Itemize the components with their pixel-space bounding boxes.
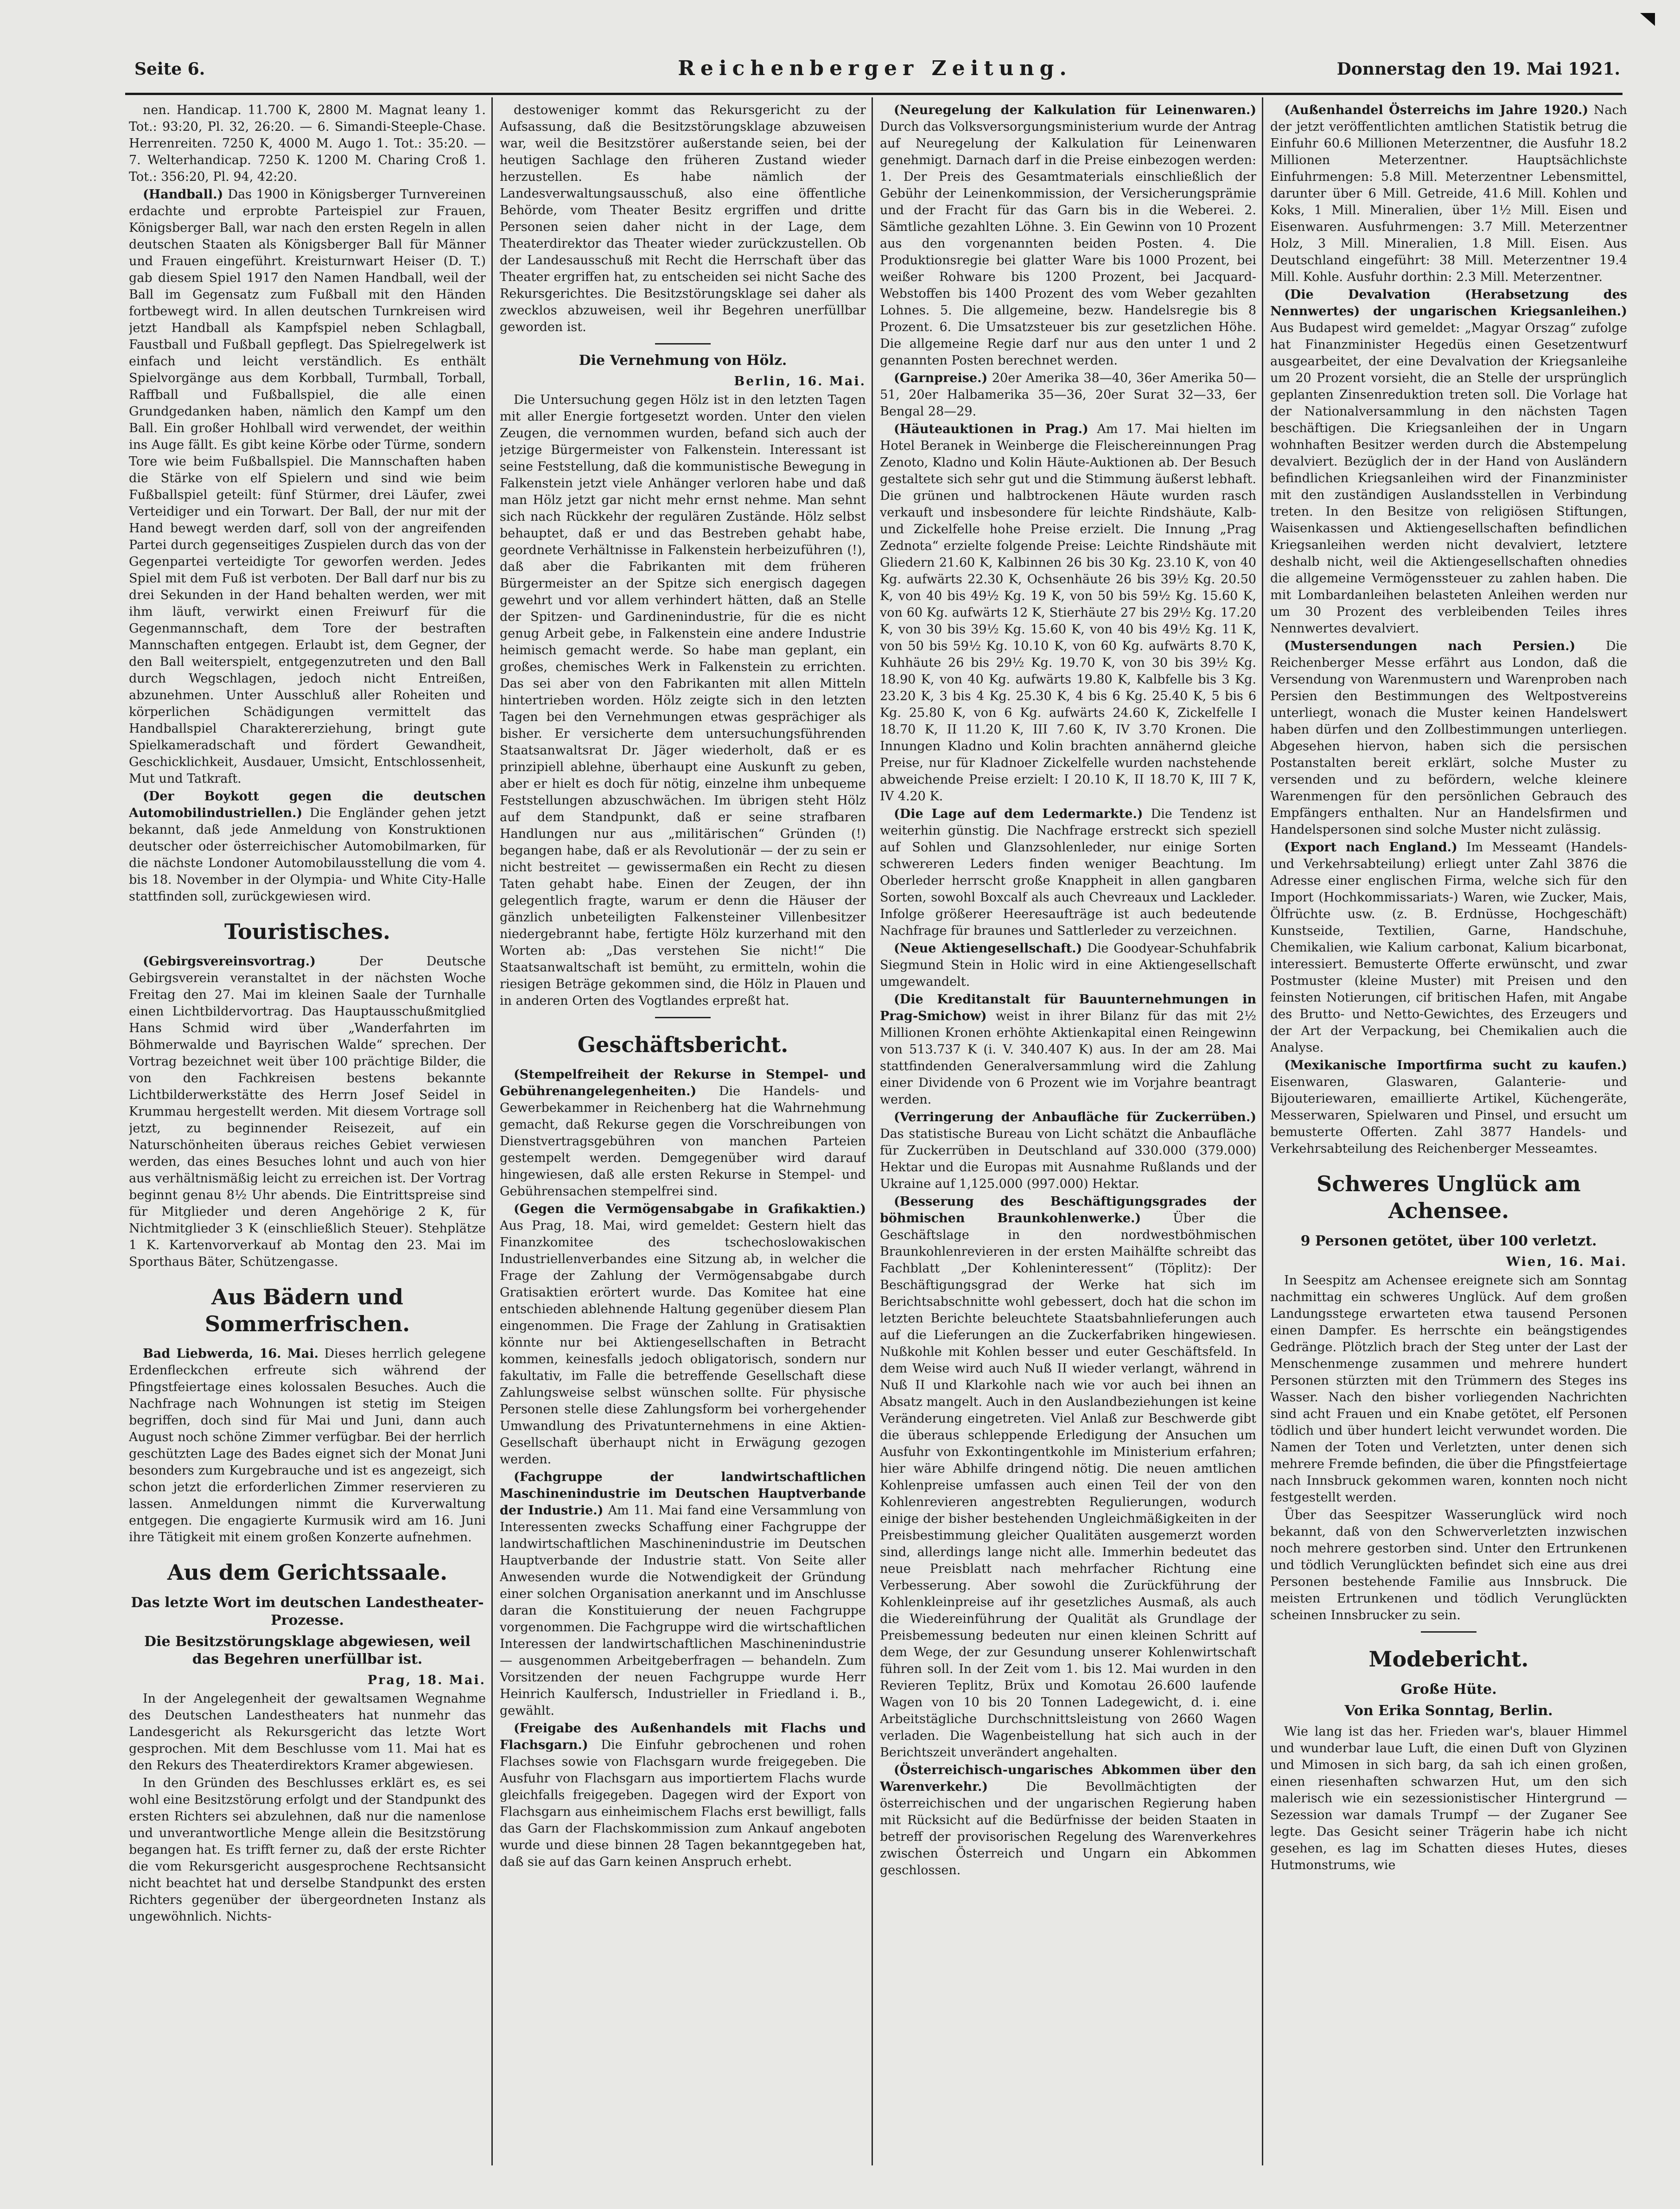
article-subheading: Die Besitzstörungsklage abgewiesen, weil das Begehren unerfüllbar ist. bbox=[144, 1634, 471, 1667]
article-dateline: Prag, 18. Mai. bbox=[367, 1673, 486, 1687]
article-text: Das 1900 in Königsberger Turnvereinen erdachte und erprobte Parteispiel zur Frauen, Königsberger Ball, war nach den ersten Regeln in allen deutschen Staaten als Königsberger Ball für Männer und Frauen eingeführt. Kreisturnwart Heiser (D. T.) gab diesem Spiel 1917 den Namen Handball, weil der Ball im Gegensatz zum Fußball mit den Händen fortbewegt wird. In allen deutschen Turnkreisen wird jetzt Handball als Kampfspiel neben Schlagball, Faustball und Fußball gepflegt. Das Spielregelwerk ist einfach und leicht verständlich. Es enthält Spielvorgänge aus dem Korbball, Turmball, Torball, Raffball und Fußballspiel, die alle einen Grundgedanken haben, nämlich den Kampf um den Ball. Ein großer Hohlball wird verwendet, der weithin ins Auge fällt. Es gibt keine Körbe oder Türme, sondern Tore wie beim Fußballspiel. Die Mannschaften haben die Stärke von elf Spielern und sind wie beim Fußballspiel geteilt: fünf Stürmer, drei Läufer, zwei Verteidiger und ein Torwart. Der Ball, der nur mit der Hand bewegt werden darf, soll von der angreifenden Partei durch gegenseitiges Zuspielen durch das von der Gegenpartei verteidigte Tor geworfen werden. Jedes Spiel mit dem Fuß ist verboten. Der Ball darf nur bis zu drei Sekunden in der Hand behalten werden, wer mit ihm läuft, verwirkt einen Freiwurf für die Gegenmannschaft, dem Tore der bestraften Mannschaften entgegen. Erlaubt ist, dem Gegner, der den Ball weiterspielt, entgegenzutreten und den Ball durch Wegschlagen, jedoch nicht Entreißen, abzunehmen. Unter Ausschluß aller Roheiten und körperlichen Schädigungen vermittelt das Handballspiel Charaktererziehung, bringt gute Spielkameradschaft und fördert Gewandheit, Geschicklichkeit, Ausdauer, Umsicht, Entschlossenheit, Mut und Tatkraft. bbox=[129, 187, 486, 786]
article-paragraph bbox=[500, 1201, 866, 1468]
column-1 bbox=[129, 102, 486, 2161]
article-lead: (Die Devalvation (Herabsetzung des Nennwertes) der ungarischen Kriegsanleihen.) bbox=[1270, 287, 1627, 319]
section-separator bbox=[655, 343, 711, 345]
article-text: Eisenwaren, Glaswaren, Galanterie- und Bijouteriewaren, emaillierte Artikel, Küchengeräte, Messerwaren, Spielwaren und Pinsel, und ersucht um bemusterte Offerten. Zahl 3877 Handels- und Verkehrsabteilung des Reichenberger Messeamtes. bbox=[1270, 1075, 1627, 1156]
article-subheading: 9 Personen getötet, über 100 verletzt. bbox=[1300, 1233, 1597, 1249]
article-paragraph bbox=[1270, 638, 1627, 838]
article-text: In Seespitz am Achensee ereignete sich am Sonntag nachmittag ein schweres Unglück. Auf dem großen Landungsstege erwarteten etwa tausend Personen einen Dampfer. Es herrschte ein beängstigendes Gedränge. Plötzlich brach der Steg unter der Last der Menschenmenge zusammen und mehrere hundert Personen stürzten mit den Trümmern des Steges ins Wasser. Nach den bisher vorliegenden Nachrichten sind acht Frauen und ein Knabe getötet, elf Personen tödlich und über hundert leicht verwundet worden. Die Namen der Toten und Verletzten, unter denen sich mehrere Fremde befinden, die über die Pfingstfeiertage nach Innsbruck gekommen waren, konnten noch nicht festgestellt werden. bbox=[1270, 1273, 1627, 1505]
article-paragraph bbox=[880, 1762, 1256, 1879]
article-text: Über das Seespitzer Wasserunglück wird noch bekannt, daß von den Schwerverletzten inzwischen noch mehrere gestorben sind. Unter den Ertrunkenen und tödlich Verunglückten befindet sich eine aus drei Personen bestehende Familie aus Innsbruck. Die meisten Ertrunkenen und tödlich Verunglückten scheinen Innsbrucker zu sein. bbox=[1270, 1508, 1627, 1622]
article-lead: (Freigabe des Außenhandels mit Flachs und Flachsgarn.) bbox=[500, 1721, 866, 1752]
article-paragraph bbox=[1270, 287, 1627, 637]
article-paragraph bbox=[129, 1775, 486, 1925]
article-subheading: Das letzte Wort im deutschen Landestheater-Prozesse. bbox=[131, 1595, 484, 1628]
article-paragraph bbox=[1270, 1057, 1627, 1157]
article-lead: (Neuregelung der Kalkulation für Leinenwaren.) bbox=[894, 103, 1256, 117]
article-lead: (Mustersendungen nach Persien.) bbox=[1284, 639, 1576, 653]
article-text: Die Einfuhr gebrochenen und rohen Flachses sowie von Flachsgarn wurde freigegeben. Die Ausfuhr von Flachsgarn aus importiertem Flachs wurde gleichfalls freigegeben. Dagegen wird der Export von Flachsgarn aus einheimischem Flachs erst bewilligt, falls das Garn der Flachskommission zum Ankauf angeboten wurde und diese binnen 28 Tagen bekanntgegeben hat, daß sie auf das Garn keinen Anspruch erhebt. bbox=[500, 1738, 866, 1869]
article-lead: (Mexikanische Importfirma sucht zu kaufen.) bbox=[1284, 1058, 1627, 1073]
article-paragraph bbox=[500, 1469, 866, 1719]
article-text: Am 11. Mai fand eine Versammlung von Interessenten zwecks Schaffung einer Fachgruppe der landwirtschaftlichen Maschinenindustrie im Deutschen Hauptverbande der Industrie statt. Von Seite aller Anwesenden wurde die Notwendigkeit der Gründung einer solchen Organisation anerkannt und im Anschlusse daran die Konstituierung der neuen Fachgruppe vorgenommen. Die Fachgruppe wird die wirtschaftlichen Interessen der landwirtschaftlichen Maschinenindustrie — ausgenommen Arbeitgeberfragen — behandeln. Zum Vorsitzenden der neuen Fachgruppe wurde Herr Heinrich Kaulfersch, Industrieller in Friedland i. B., gewählt. bbox=[500, 1503, 866, 1718]
article-text: Dieses herrlich gelegene Erdenfleckchen erfreute sich während der Pfingstfeiertage eines kolossalen Besuches. Auch die Nachfrage nach Wohnungen ist stetig im Steigen begriffen, doch sind für Mai und Juni, dann auch August noch schöne Zimmer verfügbar. Bei der herrlich geschützten Lage des Bades eignet sich der Monat Juni besonders zum Kurgebrauche und ist es angezeigt, sich schon jetzt die erforderlichen Zimmer reservieren zu lassen. Anmeldungen nimmt die Kurverwaltung entgegen. Die engagierte Kurmusik wird am 16. Juni ihre Tätigkeit mit einem großen Konzerte aufnehmen. bbox=[129, 1347, 486, 1545]
article-lead: (Österreichisch-ungarisches Abkommen über den Warenverkehr.) bbox=[880, 1763, 1256, 1794]
article-paragraph bbox=[880, 1194, 1256, 1761]
article-text: Die Engländer gehen jetzt bekannt, daß jede Anmeldung von Konstruktionen deutscher oder österreichischer Automobilmarken, für die nächste Londoner Automobilausstellung die vom 4. bis 18. November in der Olympia- und White City-Halle stattfinden soll, zurückgewiesen wird. bbox=[129, 806, 486, 904]
article-text: Im Messeamt (Handels- und Verkehrsabteilung) erliegt unter Zahl 3876 die Adresse einer englischen Firma, welche sich für den Import (Hochkommissariats-) Waren, wie Zucker, Mais, Ölfrüchte usw. (z. B. Erdnüsse, Hochgeschäft) Kunstseide, Textilien, Garne, Handschuhe, Chemikalien, wie Kalium carbonat, Kalium bicarbonat, interessiert. Bemusterte Offerte erwünscht, und zwar Postmuster (kleine Muster) mit Preisen und den feinsten Notierungen, cif britischen Hafen, mit Angabe des Brutto- und Netto-Gewichtes, des Erzeugers und der Art der Verpackung, bei Chemikalien auch die Analyse. bbox=[1270, 840, 1627, 1055]
article-paragraph bbox=[880, 940, 1256, 990]
article-lead: (Verringerung der Anbaufläche für Zuckerrüben.) bbox=[894, 1110, 1256, 1124]
column-3 bbox=[880, 102, 1256, 2161]
section-title: Aus dem Gerichtssaale. bbox=[167, 1560, 448, 1585]
column-divider bbox=[491, 97, 493, 2165]
article-lead: (Der Boykott gegen die deutschen Automobilindustriellen.) bbox=[129, 789, 486, 820]
article-text: Aus Budapest wird gemeldet: „Magyar Orszag“ zufolge hat Finanzminister Hegedüs einen Gesetzentwurf ausgearbeitet, der eine Devalvation der Kriegsanleihe um 20 Prozent vorsieht, die an Stelle der ursprünglich geplanten Zinsenreduktion treten soll. Die Vorlage hat der Nationalversammlung in den nächsten Tagen beschäftigen. Die Kriegsanleihen der in Ungarn wohnhaften Besitzer werden durch die Abstempelung devalviert. Bezüglich der in der Hand von Ausländern befindlichen Kriegsanleihen wird der Finanzminister mit den zuständigen Auslandsstellen in Verbindung treten. In den Besitze von religiösen Stiftungen, Waisenkassen und Aktiengesellschaften befindlichen Kriegsanleihen werden nicht devalviert, letztere deshalb nicht, weil die Aktiengesellschaften ohnedies die allgemeine Vermögenssteuer zu zahlen haben. Die mit Lombardanleihen belasteten Anleihen werden nur um 30 Prozent des verbleibenden Teiles ihres Nennwertes devalviert. bbox=[1270, 321, 1627, 636]
article-lead: (Export nach England.) bbox=[1284, 840, 1457, 855]
article-lead: (Handball.) bbox=[143, 187, 223, 202]
article-text: destoweniger kommt das Rekursgericht zu der Aufsassung, daß die Besitzstörungsklage abzuweisen war, weil die Besitzstörer außerstande seien, bei der heutigen Sachlage den früheren Zustand wieder herzustellen. Es habe nämlich der Landesverwaltungsausschuß, also eine öffentliche Behörde, vom Theater Besitz ergriffen und dritte Personen seien daher nicht in der Lage, dem Theaterdirektor das Theater wieder zurückzustellen. Ob der Landesausschuß mit Recht die Herrschaft über das Theater ergriffen hat, zu entscheiden sei nicht Sache des Rekursgerichtes. Die Besitzstörungsklage sei daher als zwecklos abzuweisen, weil ihr Begehren unerfüllbar geworden ist. bbox=[500, 103, 866, 334]
article-lead: (Außenhandel Österreichs im Jahre 1920.) bbox=[1284, 103, 1589, 117]
article-text: nen. Handicap. 11.700 K, 2800 M. Magnat leany 1. Tot.: 93:20, Pl. 32, 26:20. — 6. Simandi-Steeple-Chase. Herrenreiten. 7250 K, 4000 M. Augo 1. Tot.: 35:20. — 7. Welterhandicap. 7250 K. 1200 M. Charing Croß 1. Tot.: 356:20, Pl. 94, 42:20. bbox=[129, 103, 486, 184]
article-paragraph bbox=[129, 186, 486, 787]
article-text: Die Reichenberger Messe erfährt aus London, daß die Versendung von Warenmustern und Warenproben nach Persien den Bestimmungen des Weltpostvereins unterliegt, wonach die Muster keinen Handelswert haben dürfen und den Zollbestimmungen unterliegen. Abgesehen hiervon, haben sich die persischen Postanstalten bereit erklärt, solche Muster zu versenden und zu befördern, welche kleinere Warenmengen für den persönlichen Gebrauch des Empfängers enthalten. Nur an Handelsfirmen und Handelspersonen sind solche Muster nicht zulässig. bbox=[1270, 639, 1627, 837]
header-rule bbox=[125, 93, 1623, 95]
article-paragraph bbox=[1270, 1272, 1627, 1506]
article-text: Die Goodyear-Schuhfabrik Siegmund Stein in Holic wird in eine Aktiengesellschaft umgewandelt. bbox=[880, 941, 1256, 989]
article-paragraph bbox=[1270, 839, 1627, 1056]
section-separator bbox=[655, 1017, 711, 1018]
article-lead: (Die Lage auf dem Ledermarkte.) bbox=[894, 807, 1143, 821]
section-title: Geschäftsbericht. bbox=[577, 1032, 789, 1057]
column-divider bbox=[872, 97, 873, 2165]
article-text: Das statistische Bureau von Licht schätzt die Anbaufläche für Zuckerrüben in Deutschland auf 330.000 (379.000) Hektar und die Europas mit Ausnahme Rußlands und der Ukraine auf 1,125.000 (997.000) Hektar. bbox=[880, 1127, 1256, 1191]
article-subheading: Von Erika Sonntag, Berlin. bbox=[1344, 1703, 1553, 1719]
article-text: In der Angelegenheit der gewaltsamen Wegnahme des Deutschen Landestheaters hat nunmehr das Landesgericht als Rekursgericht das letzte Wort gesprochen. Mit dem Beschlusse vom 11. Mai hat es den Rekurs des Theaterdirektors Kramer abgewiesen. bbox=[129, 1692, 486, 1773]
section-title: Schweres Unglück am Achensee. bbox=[1317, 1171, 1581, 1223]
article-text: Die Untersuchung gegen Hölz ist in den letzten Tagen mit aller Energie fortgesetzt worden. Unter den vielen Zeugen, die vernommen wurden, befand sich auch der jetzige Bürgermeister von Falkenstein. Interessant ist seine Feststellung, daß die kommunistische Bewegung in Falkenstein jetzt viele Anhänger verloren habe und daß man Hölz jetzt gar nicht mehr ernst nehme. Man sehnt sich nach Rückkehr der regulären Zustände. Hölz selbst behauptet, daß er und das Bestreben gehabt habe, geordnete Verhältnisse in Falkenstein herbeizuführen (!), daß aber die Fabrikanten mit dem früheren Bürgermeister an der Spitze sich energisch dagegen gewehrt und vor allem verhindert hätten, daß an Stelle der Spitzen- und Gardinenindustrie, für die es nicht genug Arbeit gebe, in Falkenstein eine andere Industrie heimisch gemacht werde. So habe man geplant, ein großes, chemisches Werk in Falkenstein zu errichten. Das sei aber von den Fabrikanten mit allen Mitteln hintertrieben worden. Hölz zeigte sich in den letzten Tagen bei den Vernehmungen etwas gesprächiger als bisher. Er versicherte dem untersuchungsführenden Staatsanwaltsrat Dr. Jäger wiederholt, daß er es prinzipiell ablehne, überhaupt eine Auskunft zu geben, aber er hielt es doch für nötig, einzelne ihm unbequeme Feststellungen abzuschwächen. Im übrigen steht Hölz auf dem Standpunkt, daß er seine strafbaren Handlungen nur aus „militärischen“ Gründen (!) begangen habe, daß er als Revolutionär — der zu sein er nicht bestreitet — gewissermaßen ein Recht zu diesen Taten gehabt habe. Einen der Zeugen, der ihn gelegentlich fragte, warum er denn die Häuser der gänzlich unbeteiligten Falkensteiner Villenbesitzer niedergebrannt habe, fertigte Hölz kurzerhand mit den Worten ab: „Das verstehen Sie nicht!“ Die Staatsanwaltschaft ist bemüht, zu ermitteln, wohin die riesigen Beträge gekommen sind, die Hölz in Plauen und in anderen Orten des Vogtlandes erpreßt hat. bbox=[500, 393, 866, 1008]
article-paragraph bbox=[1270, 1724, 1627, 1874]
article-paragraph bbox=[500, 1066, 866, 1200]
article-text: Die Bevollmächtigten der österreichischen und der ungarischen Regierung haben mit Rücksicht auf die Bedürfnisse der beiden Staaten in betreff der provisorischen Regelung des Warenverkehres zwischen Österreich und Ungarn ein Abkommen geschlossen. bbox=[880, 1780, 1256, 1877]
page-number: Seite 6. bbox=[134, 59, 205, 79]
article-lead: (Garnpreise.) bbox=[894, 371, 988, 385]
corner-mark-icon bbox=[1638, 11, 1657, 28]
section-title: Modebericht. bbox=[1368, 1647, 1529, 1672]
article-paragraph bbox=[500, 392, 866, 1009]
article-lead: (Häuteauktionen in Prag.) bbox=[894, 422, 1088, 436]
article-text: Der Deutsche Gebirgsverein veranstaltet in der nächsten Woche Freitag den 27. Mai im kleinen Saale der Turnhalle einen Lichtbildervortrag. Das Hauptausschußmitglied Hans Schmid wird über „Wanderfahrten im Böhmerwalde und Bayrischen Walde“ sprechen. Der Vortrag bezeichnet weit über 100 prächtige Bilder, die von den Fachkreisen bestens bekannte Lichtbilderwerkstätte des Herrn Josef Seidel in Krummau hergestellt werden. Mit diesem Vortrage soll jetzt, zu beginnender Reisezeit, auf ein Naturschönheiten überaus reiches Gebiet verwiesen werden, das eines Besuches lohnt und auch von hier aus verhältnismäßig leicht zu erreichen ist. Der Vortrag beginnt genau 8½ Uhr abends. Die Eintrittspreise sind für Mitglieder und deren Angehörige 2 K, für Nichtmitglieder 3 K (einschließlich Steuer). Stehplätze 1 K. Kartenvorverkauf ab Montag den 23. Mai im Sporthaus Bäter, Schützengasse. bbox=[129, 954, 486, 1269]
article-paragraph bbox=[500, 1720, 866, 1871]
article-text: Aus Prag, 18. Mai, wird gemeldet: Gestern hielt das Finanzkomitee des tschechoslowakischen Industriellenverbandes eine Sitzung ab, in welcher die Frage der Zahlung der Vermögensabgabe durch Gratisaktien erörtert wurde. Das Komitee hat eine entschieden ablehnende Haltung gegenüber diesem Plan eingenommen. Die Frage der Zahlung in Gratisaktien könnte nur bei Aktiengesellschaften in Betracht kommen, keinesfalls jedoch obligatorisch, sondern nur fakultativ, im Falle die betreffende Gesellschaft diese Zahlungsweise selbst wünschen sollte. Für physische Personen stelle diese Zahlungsform bei vorhergehender Umwandlung des Privatunternehmens in eine Aktien-Gesellschaft überhaupt nicht in Erwägung gezogen werden. bbox=[500, 1219, 866, 1467]
section-separator bbox=[1421, 1631, 1476, 1633]
article-dateline: Wien, 16. Mai. bbox=[1506, 1255, 1627, 1269]
article-paragraph bbox=[880, 370, 1256, 420]
article-lead: (Die Kreditanstalt für Bauunternehmungen in Prag-Smichow) bbox=[880, 992, 1256, 1023]
article-subheading: Die Vernehmung von Hölz. bbox=[579, 352, 787, 369]
article-lead: Bad Liebwerda, 16. Mai. bbox=[143, 1347, 318, 1361]
newspaper-title: Reichenberger Zeitung. bbox=[678, 57, 1072, 80]
section-title: Aus Bädern und Sommerfrischen. bbox=[204, 1284, 410, 1336]
issue-date: Donnerstag den 19. Mai 1921. bbox=[1336, 59, 1620, 79]
page-header bbox=[130, 46, 1620, 83]
column-4 bbox=[1270, 102, 1627, 2161]
article-subheading: Große Hüte. bbox=[1400, 1681, 1497, 1698]
article-lead: (Gegen die Vermögensabgabe in Grafikaktien.) bbox=[514, 1202, 866, 1216]
article-paragraph bbox=[129, 1691, 486, 1774]
article-lead: (Neue Aktiengesellschaft.) bbox=[894, 941, 1082, 956]
article-paragraph bbox=[129, 788, 486, 905]
article-text: 20er Amerika 38—40, 36er Amerika 50—51, 20er Halbamerika 35—36, 20er Surat 32—33, 6er Bengal 28—29. bbox=[880, 371, 1256, 419]
article-text: Die Tendenz ist weiterhin günstig. Die Nachfrage erstreckt sich speziell auf Sohlen und Glanzsohlenleder, nur einige Sorten schwereren Leders finden weniger Beachtung. Im Oberleder herrscht große Knappheit in allen gangbaren Sorten, sowohl Boxcalf als auch Chevreaux und Lackleder. Infolge größerer Heeresaufträge ist auch bedeutende Nachfrage für braunes und Sattlerleder zu verzeichnen. bbox=[880, 807, 1256, 938]
article-paragraph bbox=[129, 102, 486, 185]
article-lead: (Gebirgsvereinsvortrag.) bbox=[143, 954, 316, 969]
article-paragraph bbox=[129, 1346, 486, 1546]
article-paragraph bbox=[500, 102, 866, 336]
article-text: weist in ihrer Bilanz für das mit 2½ Millionen Kronen erhöhte Aktienkapital einen Reingewinn von 513.737 K (i. V. 340.407 K) aus. In der am 28. Mai stattfindenden Generalversammlung wird die Zahlung einer Dividende von 6 Prozent wie im Vorjahre beantragt werden. bbox=[880, 1009, 1256, 1107]
article-text: Über die Geschäftslage in den nordwestböhmischen Braunkohlenrevieren in der ersten Maihälfte schreibt das Fachblatt „Der Kohleninteressent“ (Töplitz): Der Beschäftigungsgrad der Werke hat sich im Berichtsabschnitte wohl gebessert, doch hat die schon im letzten Berichte beleuchtete Staatsbahnlieferungen auch auf die Lieferungen an die Zuckerfabriken hingewiesen. Nußkohle mit Kohlen besser und euter Geschäftsfeld. In dem Weise wird auch Nuß II wieder verlangt, während in Nuß II und Klarkohle nach wie vor auch bei ihnen an Absatz mangelt. Auch in den Auslandbeziehungen ist keine Veränderung eingetreten. Viel Anlaß zur Beschwerde gibt die überaus schleppende Erledigung der Ansuchen um Ausfuhr von Exkontingentkohle im Ministerium erfahren; hier wäre Abhilfe dringend nötig. Die neuen amtlichen Kohlenpreise umfassen auch einen Teil der von den Kohlenrevieren angestrebten Regulierungen, wodurch einige der bisher bestehenden Ungleichmäßigkeiten in der Preisbestimmung gleicher Qualitäten ausgemerzt worden sind, allerdings lange nicht alle. Immerhin bedeutet das neue Preisblatt nach mehrfacher Richtung eine Verbesserung. Aber sowohl die Zurückführung der Kohlenkleinpreise auf ihr gesetzliches Ausmaß, als auch die Wiedereinführung der Qualität als Grundlage der Preisbemessung bedeuten nur einen kleinen Schritt auf dem Wege, der zur Gesundung unserer Kohlenwirtschaft führen soll. In der Zeit vom 1. bis 12. Mai wurden in den Revieren Teplitz, Brüx und Komotau 26.600 laufende Wagen von 10 bis 20 Tonnen Ladegewicht, d. i. eine Arbeitstägliche Durchschnittsleistung von 2660 Wagen verladen. Die Wagenbeistellung hat sich auch in der Berichtszeit unverändert angehalten. bbox=[880, 1211, 1256, 1760]
article-text: Die Handels- und Gewerbekammer in Reichenberg hat die Wahrnehmung gemacht, daß Rekurse gegen die Vorschreibungen von Dienstvertragsgebühren von manchen Parteien gestempelt werden. Demgegenüber wird darauf hingewiesen, daß alle ersten Rekurse in Stempel- und Gebührensachen stempelfrei sind. bbox=[500, 1084, 866, 1199]
article-lead: (Fachgruppe der landwirtschaftlichen Maschinenindustrie im Deutschen Hauptverbande der Industrie.) bbox=[500, 1470, 866, 1518]
article-text: Durch das Volksversorgungsministerium wurde der Antrag auf Neuregelung der Kalkulation für Leinenwaren genehmigt. Darnach darf in die Preise einbezogen werden: 1. Der Preis des Gesamtmaterials einschließlich der Gebühr der Leinenkommission, der Versicherungsprämie und der Fracht für das Garn bis in die Weberei. 2. Sämtliche gezahlten Löhne. 3. Ein Gewinn von 10 Prozent aus den vorgenannten beiden Posten. 4. Die Produktionsregie bei glatter Ware bis 1000 Prozent, bei weißer Rohware bis 1200 Prozent, bei Jacquard-Webstoffen bis 1400 Prozent des vom Weber gezahlten Lohnes. 5. Die allgemeine, bezw. Handelsregie bis 8 Prozent. 6. Die Umsatzsteuer bis zur gesetzlichen Höhe. Die allgemeine Regie darf nur aus den unter 1 und 2 genannten Posten berechnet werden. bbox=[880, 120, 1256, 368]
article-lead: (Stempelfreiheit der Rekurse in Stempel- und Gebührenangelegenheiten.) bbox=[500, 1067, 866, 1098]
article-paragraph bbox=[880, 806, 1256, 939]
article-paragraph bbox=[1270, 102, 1627, 286]
article-text: Wie lang ist das her. Frieden war's, blauer Himmel und wunderbar laue Luft, die einen Duft von Glyzinen und Mimosen in sich barg, da sah ich einen großen, einen riesenhaften schwarzen Hut, um den sich malerisch wie ein sezessionistischer Hintergrund — Sezession war damals Trumpf — der Zuganer See legte. Das Gesicht seiner Trägerin habe ich nicht gesehen, es lag im Schatten dieses Hutes, dieses Hutmonstrums, wie bbox=[1270, 1724, 1627, 1872]
article-paragraph bbox=[880, 421, 1256, 805]
article-paragraph bbox=[880, 1109, 1256, 1193]
article-paragraph bbox=[880, 102, 1256, 369]
column-2 bbox=[500, 102, 866, 2161]
article-text: In den Gründen des Beschlusses erklärt es, es sei wohl eine Besitzstörung erfolgt und der Standpunkt des ersten Richters sei abzulehnen, daß nur die namenlose und unverantwortliche Menge allein die Besitzstörung begangen hat. Es trifft ferner zu, daß der erste Richter die vom Rekursgericht ausgesprochene Rechtsansicht nicht beachtet hat und derselbe Standpunkt des ersten Richters gegenüber der übergeordneten Instanz als ungewöhnlich. Nichts- bbox=[129, 1776, 486, 1924]
article-paragraph bbox=[1270, 1507, 1627, 1624]
article-text: Nach der jetzt veröffentlichten amtlichen Statistik betrug die Einfuhr 60.6 Millionen Meterzentner, die Ausfuhr 18.2 Millionen Meterzentner. Hauptsächlichste Einfuhrmengen: 5.8 Mill. Meterzentner Lebensmittel, darunter über 6 Mill. Getreide, 41.6 Mill. Kohlen und Koks, 1 Mill. Mineralien, über 1½ Mill. Eisen und Eisenwaren. Ausfuhrmengen: 3.7 Mill. Meterzentner Holz, 3 Mill. Mineralien, 1.8 Mill. Eisen. Aus Deutschland eingeführt: 38 Mill. Meterzentner 19.4 Mill. Kohle. Ausfuhr dorthin: 2.3 Mill. Meterzentner. bbox=[1270, 103, 1627, 284]
section-title: Touristisches. bbox=[224, 919, 390, 944]
article-paragraph bbox=[880, 991, 1256, 1108]
article-text: Am 17. Mai hielten im Hotel Beranek in Weinberge die Fleischereinnungen Prag Zenoto, Kladno und Kolin Häute-Auktionen ab. Der Besuch gestaltete sich sehr gut und die Stimmung äußerst lebhaft. Die grünen und halbtrockenen Häute wurden rasch verkauft und insbesondere für leichte Rindshäute, Kalb- und Zickelfelle hohe Preise erzielt. Die Innung „Prag Zednota“ erzielte folgende Preise: Leichte Rindshäute mit Gliedern 21.60 K, Kalbinnen 26 bis 30 Kg. 23.10 K, von 40 Kg. aufwärts 22.30 K, Ochsenhäute 26 bis 39½ Kg. 20.50 K, von 40 bis 49½ Kg. 19 K, von 50 bis 59½ Kg. 15.60 K, von 60 Kg. aufwärts 12 K, Stierhäute 27 bis 29½ Kg. 17.20 K, von 30 bis 39½ Kg. 15.60 K, von 40 bis 49½ Kg. 11 K, von 50 bis 59½ Kg. 10.10 K, von 60 Kg. aufwärts 8.70 K, Kuhhäute 26 bis 29½ Kg. 19.70 K, von 30 bis 39½ Kg. 18.90 K, von 40 Kg. aufwärts 19.80 K, Kalbfelle bis 3 Kg. 23.20 K, 3 bis 4 Kg. 25.30 K, 4 bis 6 Kg. 25.40 K, 5 bis 6 Kg. 25.80 K, von 6 Kg. aufwärts 24.60 K, Zickelfelle I 18.70 K, II 11.20 K, III 7.60 K, IV 3.70 Kronen. Die Innungen Kladno und Kolin brachten annähernd gleiche Preise, nur für Kladnoer Zickelfelle wurden nachstehende abweichende Preise erzielt: I 20.10 K, II 18.70 K, III 7 K, IV 4.20 K. bbox=[880, 422, 1256, 804]
article-lead: (Besserung des Beschäftigungsgrades der böhmischen Braunkohlenwerke.) bbox=[880, 1194, 1256, 1226]
article-paragraph bbox=[129, 953, 486, 1270]
column-divider bbox=[1262, 97, 1263, 2165]
article-dateline: Berlin, 16. Mai. bbox=[734, 374, 866, 389]
